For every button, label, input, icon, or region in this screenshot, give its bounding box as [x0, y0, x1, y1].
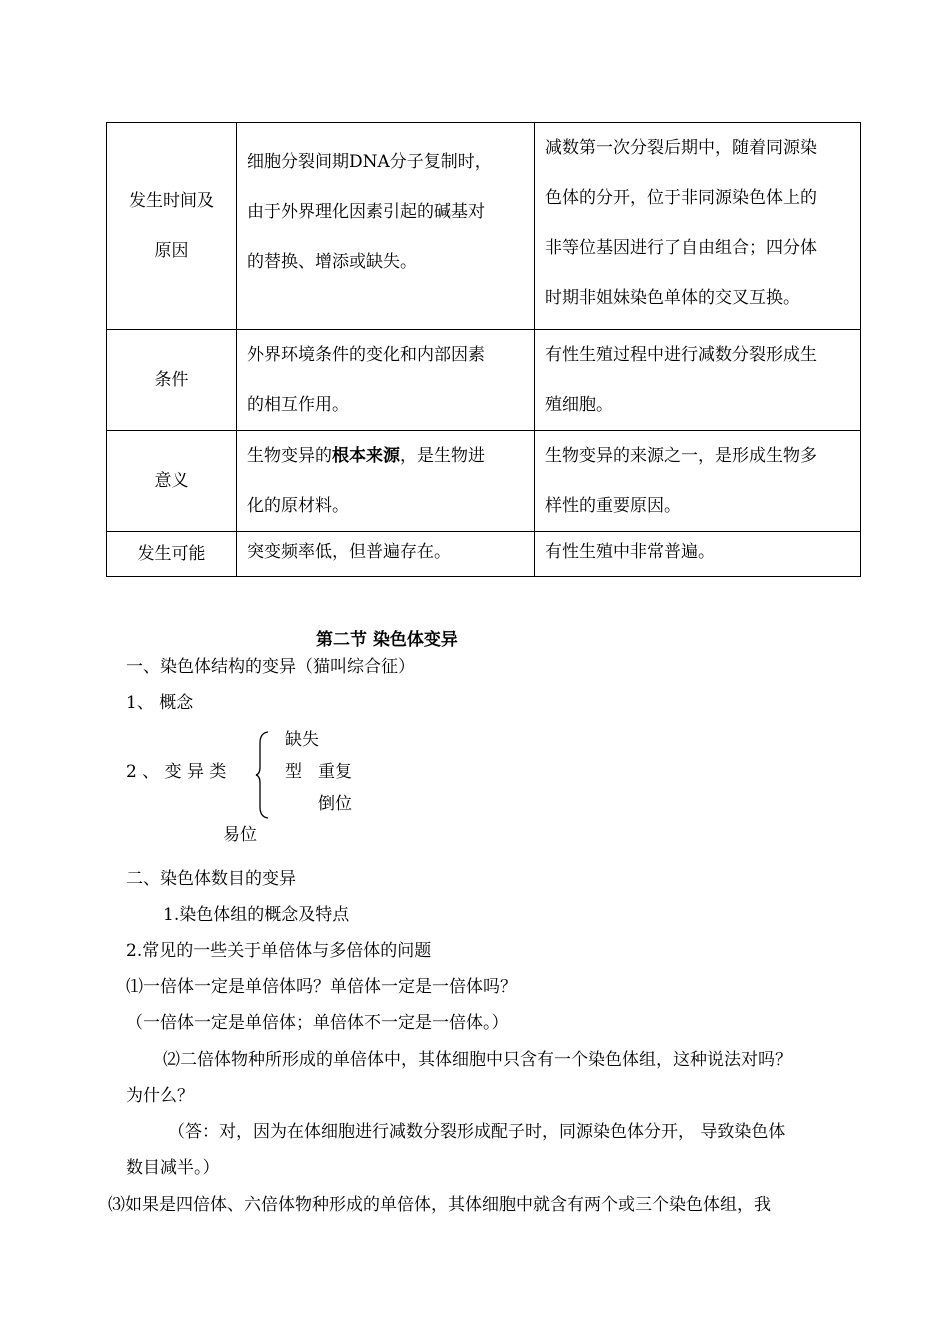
emphasis-text: 根本来源 — [332, 446, 400, 466]
table-row — [107, 123, 861, 330]
question-2: ⑵二倍体物种所形成的单倍体中，其体细胞中只含有一个染色体组，这种说法对吗？ — [163, 1050, 792, 1070]
gene-mutation-cell: 生物变异的根本来源，是生物进 化的原材料。 — [237, 431, 535, 532]
row-label: 发生时间及 原因 — [107, 123, 237, 330]
question-1: ⑴一倍体一定是单倍体吗？单倍体一定是一倍体吗？ — [126, 977, 517, 997]
question-3: ⑶如果是四倍体、六倍体物种形成的单倍体，其体细胞中就含有两个或三个染色体组，我 — [108, 1195, 771, 1215]
gene-recombination-cell: 减数第一次分裂后期中，随着同源染 色体的分开，位于非同源染色体上的 非等位基因进行了自由组合；四分体 时期非姐妹染色单体的交叉互换。 — [535, 123, 861, 330]
sub-item: 1.染色体组的概念及特点 — [163, 905, 350, 925]
variant-deletion: 缺失 — [285, 730, 319, 750]
gene-mutation-cell: 突变频率低，但普遍存在。 — [237, 532, 535, 577]
variant-inversion: 倒位 — [318, 794, 352, 814]
variation-type-suffix: 型 — [285, 762, 302, 782]
item-variation-types: 2 、 变 异 类 — [126, 762, 227, 782]
row-label: 发生可能 — [107, 532, 237, 577]
item-concept: 1、 概念 — [126, 693, 194, 713]
row-label: 条件 — [107, 330, 237, 431]
question-2-cont: 为什么？ — [126, 1086, 194, 1106]
table-row — [107, 532, 861, 577]
gene-mutation-cell: 细胞分裂间期DNA分子复制时， 由于外界理化因素引起的碱基对 的替换、增添或缺失。 — [237, 123, 535, 330]
gene-recombination-cell: 有性生殖过程中进行减数分裂形成生 殖细胞。 — [535, 330, 861, 431]
comparison-table — [106, 122, 861, 577]
gene-mutation-cell: 外界环境条件的变化和内部因素 的相互作用。 — [237, 330, 535, 431]
table-row — [107, 431, 861, 532]
answer-1: （一倍体一定是单倍体；单倍体不一定是一倍体。） — [126, 1013, 509, 1033]
sub-item: 2.常见的一些关于单倍体与多倍体的问题 — [126, 941, 432, 961]
section-title: 第二节 染色体变异 — [316, 630, 458, 650]
gene-recombination-cell: 有性生殖中非常普遍。 — [535, 532, 861, 577]
curly-brace-icon — [255, 731, 269, 819]
variant-translocation: 易位 — [223, 825, 257, 845]
heading-structure-variation: 一、染色体结构的变异（猫叫综合征） — [126, 657, 415, 677]
answer-2-cont: 数目减半。） — [126, 1158, 220, 1178]
answer-2: （答：对，因为在体细胞进行减数分裂形成配子时，同源染色体分开， 导致染色体 — [168, 1122, 786, 1142]
table-row — [107, 330, 861, 431]
gene-recombination-cell: 生物变异的来源之一，是形成生物多 样性的重要原因。 — [535, 431, 861, 532]
variant-duplication: 重复 — [318, 762, 352, 782]
row-label: 意义 — [107, 431, 237, 532]
heading-number-variation: 二、染色体数目的变异 — [126, 869, 296, 889]
